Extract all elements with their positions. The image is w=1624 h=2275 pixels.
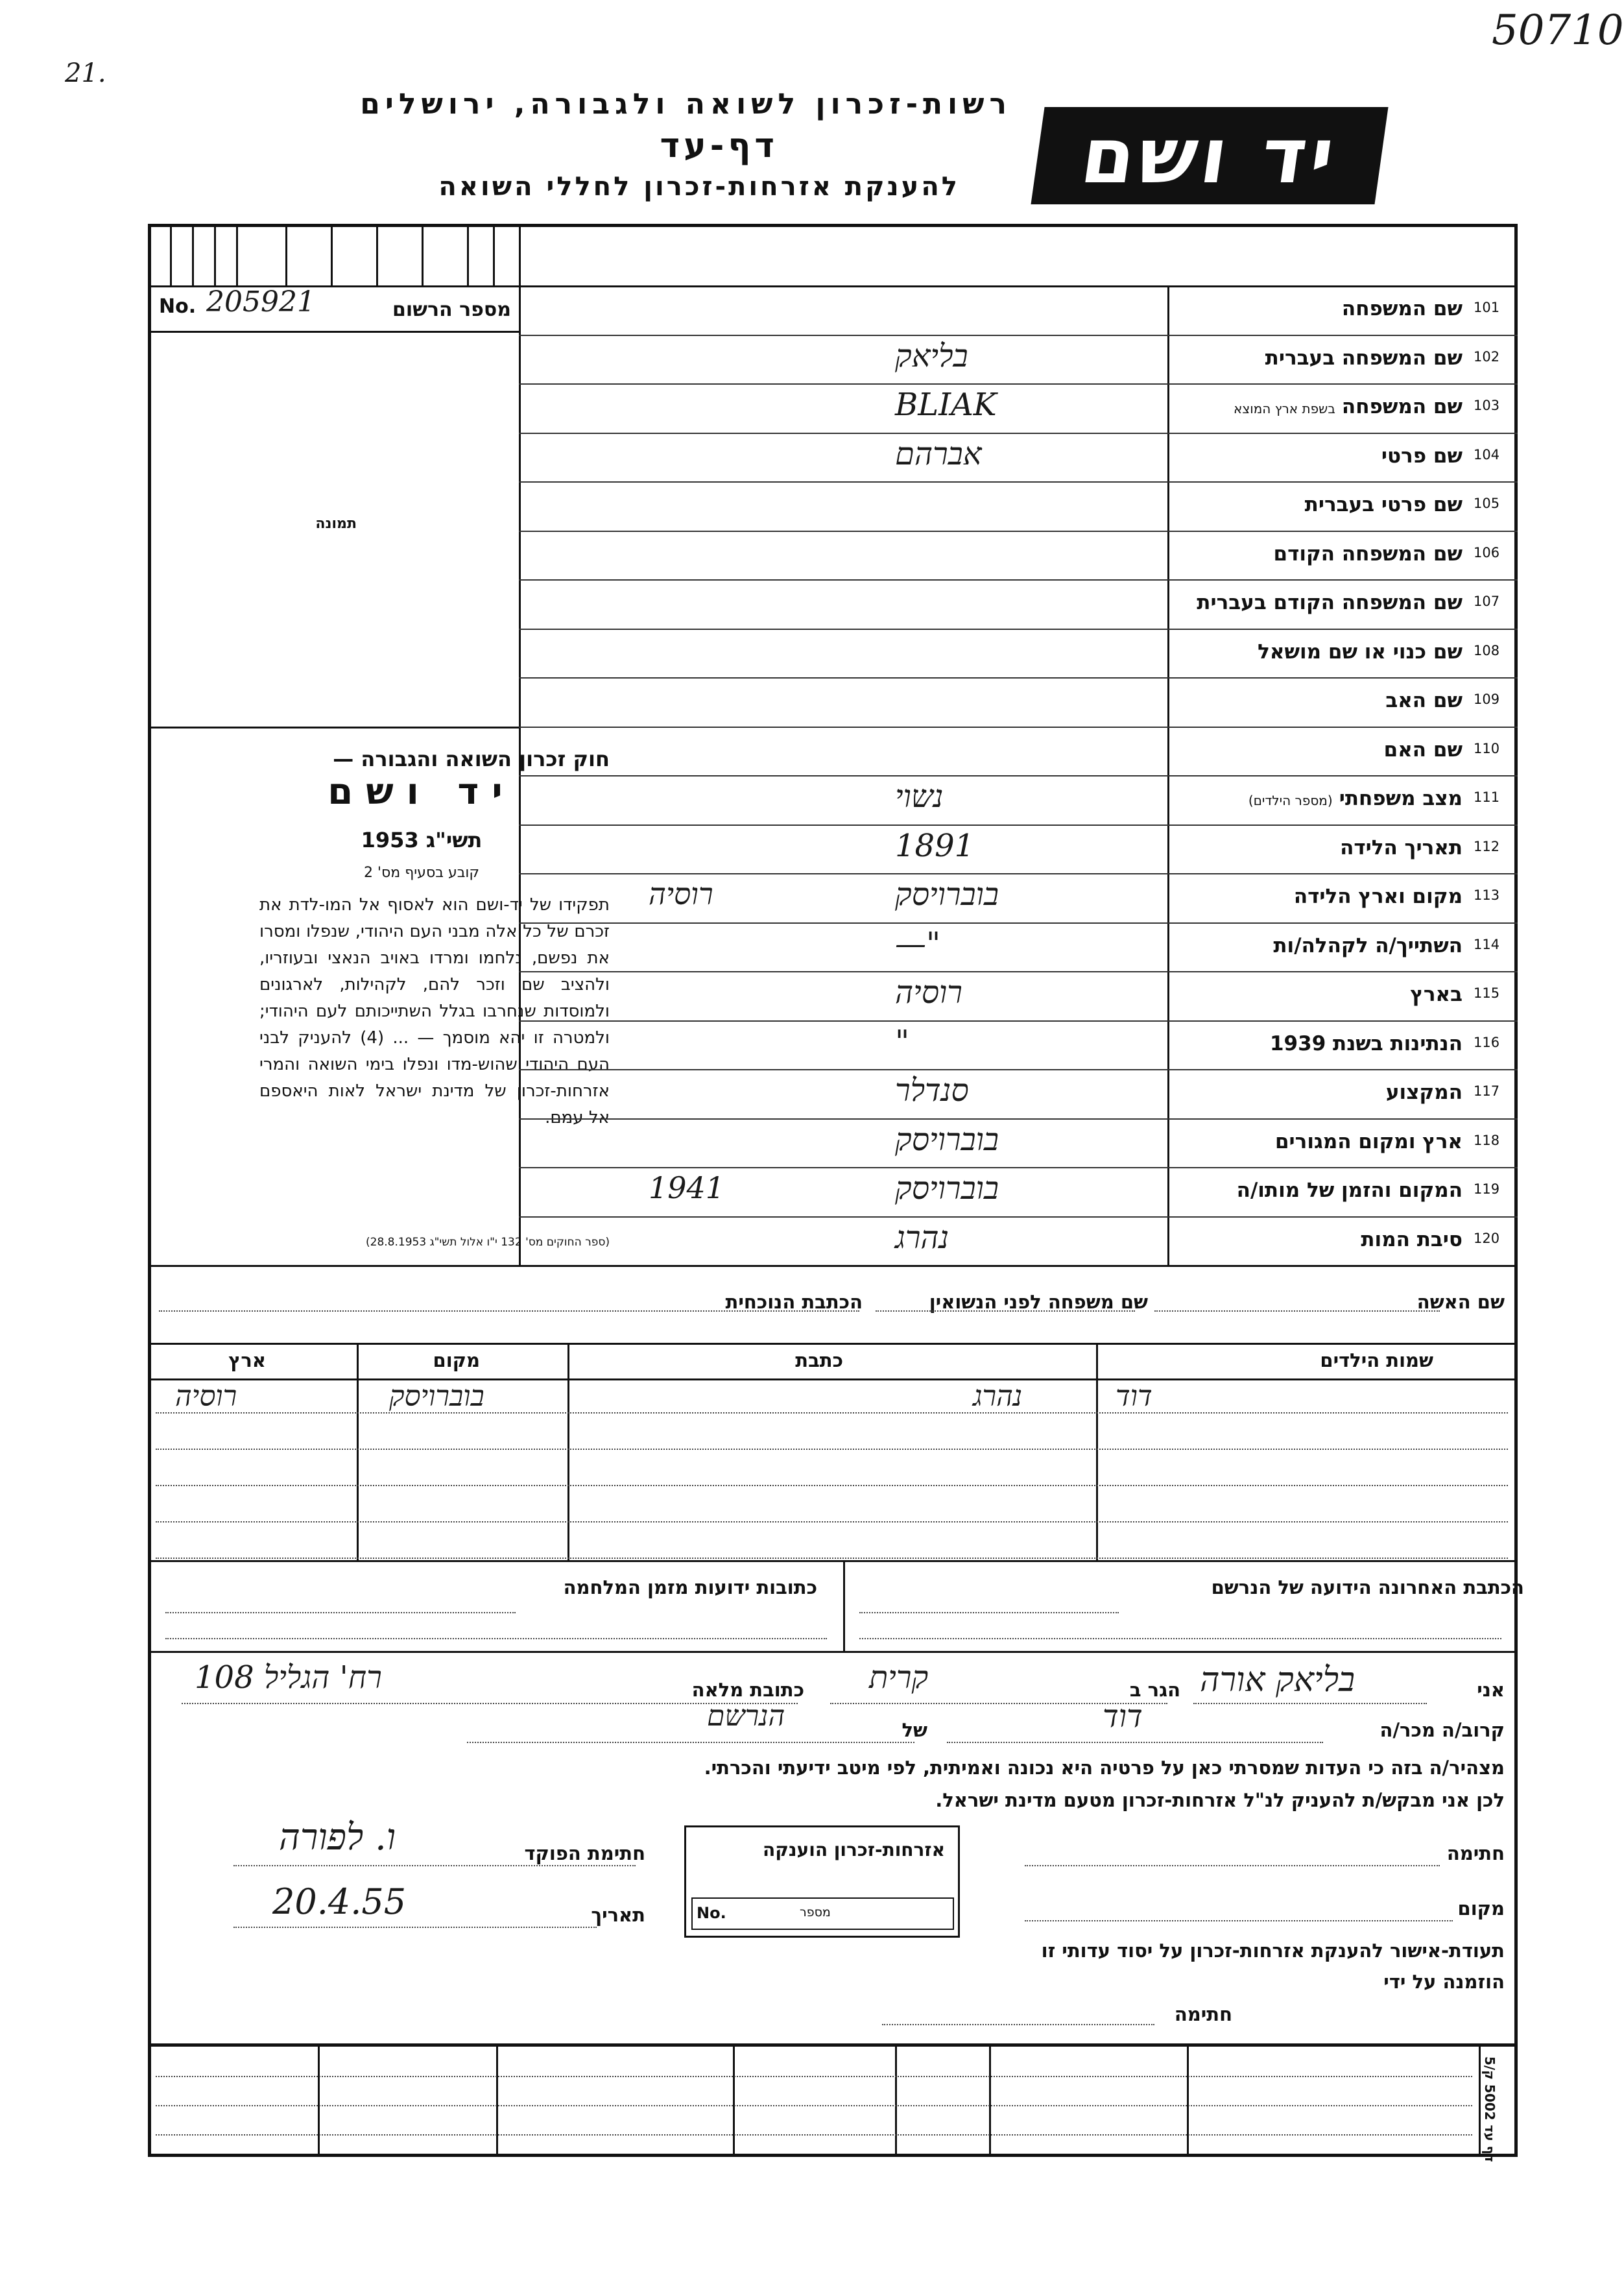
field-label-note: (מספר הילדים)	[1248, 793, 1333, 808]
yad-vashem-logo: יד ושם	[1031, 107, 1388, 204]
signature-field[interactable]	[1025, 1865, 1440, 1866]
last-address-field[interactable]	[859, 1612, 1119, 1613]
field-number: 109	[1474, 692, 1500, 707]
children-cell-place: בוברויסק	[389, 1380, 484, 1413]
field-label	[1197, 591, 1463, 614]
signature-label: חתימה	[1446, 1842, 1505, 1864]
field-label-text: שם האב	[1385, 689, 1463, 712]
field-value[interactable]: נשוי	[895, 778, 944, 815]
field-number: 103	[1474, 398, 1500, 413]
field-value[interactable]: "—	[895, 925, 941, 962]
declarant-city: קרית	[869, 1659, 929, 1696]
field-number: 102	[1474, 348, 1500, 365]
field-label-text: המקום והזמן של מותו/ה	[1236, 1179, 1463, 1202]
wife-label: שם האשה	[1416, 1291, 1505, 1313]
inspector-signature-field[interactable]	[233, 1865, 636, 1866]
law-heading: חוק זכרון השואה והגבורה —	[333, 747, 610, 771]
field-value[interactable]: נהרג	[895, 1219, 949, 1256]
field-label	[1248, 787, 1463, 810]
field-number: 101	[1474, 300, 1500, 315]
field-label-text: שם המשפחה	[1341, 395, 1463, 418]
field-label-text: שם המשפחה הקודם	[1273, 542, 1463, 566]
field-label	[1305, 493, 1463, 516]
declarant-name: בליאק אורה	[1200, 1661, 1355, 1700]
children-country-header: ארץ	[228, 1349, 266, 1371]
stamp-no-label: No.	[697, 1904, 726, 1922]
field-label	[1361, 1228, 1463, 1251]
full-address-label: כתובת מלאה	[691, 1679, 804, 1701]
children-table-row[interactable]	[156, 1558, 1508, 1559]
field-value[interactable]: בוברויסק	[895, 1170, 999, 1207]
field-number: 104	[1474, 446, 1500, 463]
relation-value: דוד	[1103, 1698, 1143, 1735]
law-body: תפקידו של יד-ושם הוא לאסוף אל המו-לדת את זכרם של כל אלה מבני העם היהודי, שנפלו ומסרו את נפשם, נלחמו ומרדו באויב הנאצי ובעוזריו, ולהציב שם וזכר להם, לקהילות, לארגונים ולמוסדות שנחרבו בגלל השתייכותם לעם היהודי; ולמטרה זו יהא מוסמך — ... (4) להעניק לבני העם היהודי שהוש-מדו ונפלו בימי השואה והמרי אזרחות-זכרון של מדינת ישראל לאות היאספם אל עמם.	[259, 895, 610, 1127]
children-table-row[interactable]	[156, 1412, 1508, 1414]
field-label	[1410, 983, 1463, 1006]
field-label-text: שם המשפחה בעברית	[1265, 346, 1463, 370]
page-mark: 21.	[65, 58, 106, 88]
registry-label: מספר הרשום	[392, 298, 511, 321]
wartime-address-field[interactable]	[165, 1612, 516, 1613]
field-number: 116	[1474, 1034, 1500, 1050]
authority-title: רשות-זכרון לשואה ולגבורה, ירושלים	[360, 88, 1012, 121]
stamp-title: אזרחות-זכרון הוענקה	[763, 1839, 945, 1860]
document-type: דף-עד	[660, 126, 778, 165]
of-field[interactable]	[467, 1742, 914, 1743]
field-number: 107	[1474, 594, 1500, 609]
field-number: 118	[1474, 1132, 1500, 1148]
bottom-grid-row[interactable]	[156, 2105, 1472, 2106]
field-label	[1270, 1032, 1463, 1055]
certificate-signature-field[interactable]	[882, 2024, 1154, 2025]
field-label	[1275, 1130, 1463, 1153]
certificate-signature-label: חתימה	[1174, 2003, 1232, 2025]
field-label	[1294, 885, 1463, 908]
field-number: 105	[1474, 496, 1500, 511]
field-value[interactable]: בליאק	[895, 337, 968, 374]
field-label-text: תאריך הלידה	[1340, 836, 1463, 860]
field-number: 106	[1474, 544, 1500, 560]
last-address-field-2[interactable]	[859, 1638, 1501, 1639]
field-value[interactable]: רוסיה	[895, 974, 962, 1011]
law-year: תשי"ג 1953	[361, 828, 483, 852]
field-value-secondary: 1941	[649, 1170, 725, 1205]
archive-number: 50710	[1492, 6, 1624, 54]
field-label-text: שם כנוי או שם מושאל	[1258, 640, 1463, 664]
declarant-i-label: אני	[1477, 1679, 1505, 1701]
law-source: (ספר החוקים מס' 132 י"ו אלול תשי"ג 28.8.1953)	[366, 1236, 610, 1249]
children-names-header: שמות הילדים	[1320, 1349, 1433, 1371]
current-address-label: הכתבת הנוכחית	[725, 1291, 863, 1313]
field-value[interactable]: בוברויסק	[895, 1121, 999, 1158]
field-value[interactable]: 1891	[895, 827, 975, 864]
place-label: מקום	[1457, 1897, 1505, 1920]
full-address-field[interactable]	[182, 1703, 798, 1704]
children-place-header: מקום	[433, 1349, 480, 1371]
bottom-grid-row[interactable]	[156, 2076, 1472, 2077]
date-field[interactable]	[233, 1927, 597, 1928]
field-number: 111	[1474, 789, 1500, 805]
children-address-header: כתבת	[795, 1349, 843, 1371]
field-label-text: ארץ ומקום המגורים	[1274, 1129, 1463, 1153]
current-address-field[interactable]	[159, 1310, 859, 1312]
field-label-text: שם פרטי בעברית	[1304, 493, 1463, 516]
maiden-name-field[interactable]	[876, 1310, 1135, 1312]
law-title: יד ושם	[328, 771, 516, 813]
field-number: 120	[1474, 1230, 1500, 1246]
field-label	[1384, 738, 1463, 762]
field-label	[1237, 1179, 1463, 1202]
field-label-text: סיבת המות	[1361, 1227, 1463, 1251]
field-label	[1274, 542, 1463, 566]
relation-field[interactable]	[947, 1742, 1323, 1743]
field-label-text: בארץ	[1410, 983, 1463, 1006]
photo-label: תמונה	[315, 516, 357, 532]
field-value[interactable]: בוברויסק	[895, 876, 999, 913]
field-value[interactable]: "	[895, 1023, 910, 1060]
field-label-text: שם המשפחה	[1341, 297, 1463, 320]
field-number: 115	[1474, 985, 1500, 1001]
field-value[interactable]: BLIAK	[895, 387, 997, 423]
field-label-text: מצב משפחתי	[1339, 787, 1463, 810]
field-number: 112	[1474, 838, 1500, 854]
date-label: תאריך	[591, 1904, 645, 1926]
field-label-text: שם האם	[1383, 738, 1463, 762]
field-number: 119	[1474, 1181, 1500, 1197]
field-number: 113	[1474, 887, 1500, 903]
field-label-text: המקצוע	[1385, 1081, 1463, 1104]
field-label-note: בשפת ארץ המוצא	[1234, 401, 1335, 416]
children-table-row[interactable]	[156, 1485, 1508, 1486]
of-label: של	[902, 1719, 927, 1741]
footer-side-code: דף עד 5002 ק/5	[1482, 2056, 1498, 2162]
stamp-number-label: מספר	[800, 1905, 831, 1920]
field-label	[1386, 1081, 1463, 1104]
declarant-name-field[interactable]	[1193, 1703, 1427, 1704]
field-label-text: מקום וארץ הלידה	[1293, 885, 1463, 908]
field-label	[1234, 395, 1463, 418]
statement-1: מצהיר/ה בזה כי העדות שמסרתי כאן על פרטיה היא נכונה ואמיתית, לפי מיטב ידיעתי והכרתי.	[704, 1757, 1505, 1779]
wartime-address-field-2[interactable]	[165, 1638, 827, 1639]
field-label	[1340, 836, 1463, 860]
field-number: 117	[1474, 1083, 1500, 1099]
field-label	[1258, 640, 1463, 664]
field-label	[1381, 444, 1463, 468]
resides-label: הגר ב	[1129, 1679, 1180, 1701]
field-number: 110	[1474, 740, 1500, 756]
children-table-row[interactable]	[156, 1449, 1508, 1450]
field-value[interactable]: סנדלר	[895, 1072, 969, 1109]
citizenship-stamp-box	[684, 1825, 960, 1938]
registry-number: 205921	[206, 285, 315, 319]
inspector-signature-label: חתימת הפוקד	[524, 1842, 645, 1864]
field-label	[1385, 689, 1463, 712]
bottom-grid-row[interactable]	[156, 2134, 1472, 2136]
field-number: 114	[1474, 936, 1500, 952]
field-value[interactable]: אברהם	[895, 435, 982, 472]
field-label-text: שם המשפחה הקודם בעברית	[1197, 591, 1463, 614]
certificate-line2: הוזמנה על ידי	[1383, 1971, 1505, 1993]
wife-name-field[interactable]	[1154, 1310, 1440, 1312]
date-value: 20.4.55	[272, 1881, 407, 1922]
inspector-signature: ו. לפורה	[279, 1816, 396, 1859]
field-label	[1342, 297, 1463, 320]
field-label-text: שם פרטי	[1381, 444, 1463, 468]
wartime-address-label: כתובות ידועות מזמן המלחמה	[563, 1576, 817, 1598]
relative-label: קרוב/ה מכר/ה	[1379, 1719, 1505, 1741]
field-number: 108	[1474, 642, 1500, 658]
children-table-row[interactable]	[156, 1521, 1508, 1523]
statement-2: לכן אני מבקש/ת להעניק לנ"ל אזרחות-זכרון מטעם מדינת ישראל.	[935, 1789, 1505, 1811]
field-label	[1265, 346, 1463, 370]
law-clause: קובע בסעיף מס' 2	[363, 865, 480, 881]
children-cell-address: נהרג	[973, 1380, 1023, 1413]
field-label-text: הנתינות בשנת 1939	[1269, 1031, 1463, 1055]
of-value: הנרשם	[707, 1700, 785, 1733]
document-purpose: להענקת אזרחות-זכרון לחללי השואה	[438, 172, 960, 202]
field-label-text: השתייך/ה לקהלה/ות	[1273, 933, 1463, 957]
certificate-line1: תעודת-אישור להענקת אזרחות-זכרון על יסוד עדותי זו	[1041, 1940, 1505, 1962]
field-value-secondary: רוסיה	[649, 876, 713, 911]
maiden-name-label: שם משפחה לפני הנשואין	[929, 1291, 1148, 1313]
field-label	[1273, 934, 1463, 957]
children-cell-name: דוד	[1116, 1380, 1152, 1413]
place-field[interactable]	[1025, 1920, 1453, 1921]
children-cell-country: רוסיה	[175, 1380, 237, 1413]
declarant-full-address: רח' הגליל 108	[195, 1659, 382, 1696]
registry-no-prefix: No.	[159, 295, 197, 318]
last-address-label: הכתבת האחרונה הידועה של הנרשם	[1211, 1576, 1524, 1598]
